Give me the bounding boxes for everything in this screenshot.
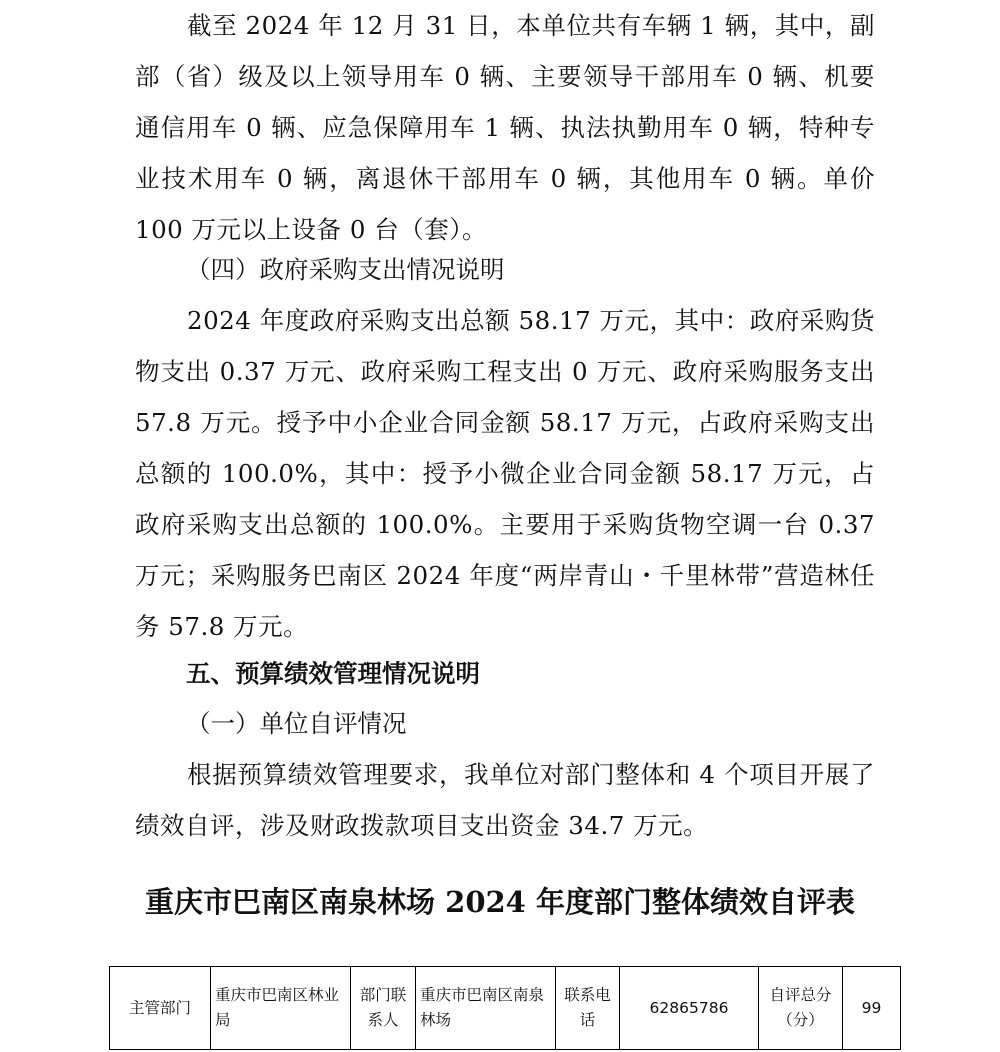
procurement-heading: （四）政府采购支出情况说明	[186, 255, 505, 284]
procurement-paragraph: 2024 年度政府采购支出总额 58.17 万元，其中：政府采购货物支出 0.37 万元、政府采购工程支出 0 万元、政府采购服务支出 57.8 万元。授予中小企业合同金额 58.17 万元，占政府采购支出总额的 100.0%，其中：授予小微企业合同金额 58.17 万元，占政府采购支出总额的 100.0%。主要用于采购货物空调一台 0.37 万元；采购服务巴南区 2024 年度“两岸青山・千里林带”营造林任务 57.8 万元。	[135, 306, 875, 641]
self-eval-paragraph: 根据预算绩效管理要求，我单位对部门整体和 4 个项目开展了绩效自评，涉及财政拨款项目支出资金 34.7 万元。	[135, 760, 875, 840]
phone-value-cell: 62865786	[620, 967, 759, 1050]
table-row	[110, 967, 901, 1050]
section5-heading: 五、预算绩效管理情况说明	[186, 659, 480, 688]
contact-dept-label-cell: 部门联系人	[351, 967, 416, 1050]
contact-dept-value-cell: 重庆市巴南区南泉林场	[416, 967, 556, 1050]
evaluation-table	[109, 966, 901, 1050]
table-title: 重庆市巴南区南泉林场 2024 年度部门整体绩效自评表	[145, 885, 855, 919]
score-label-cell: 自评总分（分）	[759, 967, 843, 1050]
phone-label-cell: 联系电话	[556, 967, 620, 1050]
score-value-cell: 99	[843, 967, 901, 1050]
supervisor-value-cell: 重庆市巴南区林业局	[211, 967, 351, 1050]
self-eval-heading: （一）单位自评情况	[186, 709, 407, 738]
supervisor-label-cell: 主管部门	[110, 967, 211, 1050]
vehicles-paragraph: 截至 2024 年 12 月 31 日，本单位共有车辆 1 辆，其中，副部（省）级及以上领导用车 0 辆、主要领导干部用车 0 辆、机要通信用车 0 辆、应急保障用车 1 辆、执法执勤用车 0 辆，特种专业技术用车 0 辆，离退休干部用车 0 辆，其他用车 0 辆。单价 100 万元以上设备 0 台（套）。	[135, 11, 875, 244]
